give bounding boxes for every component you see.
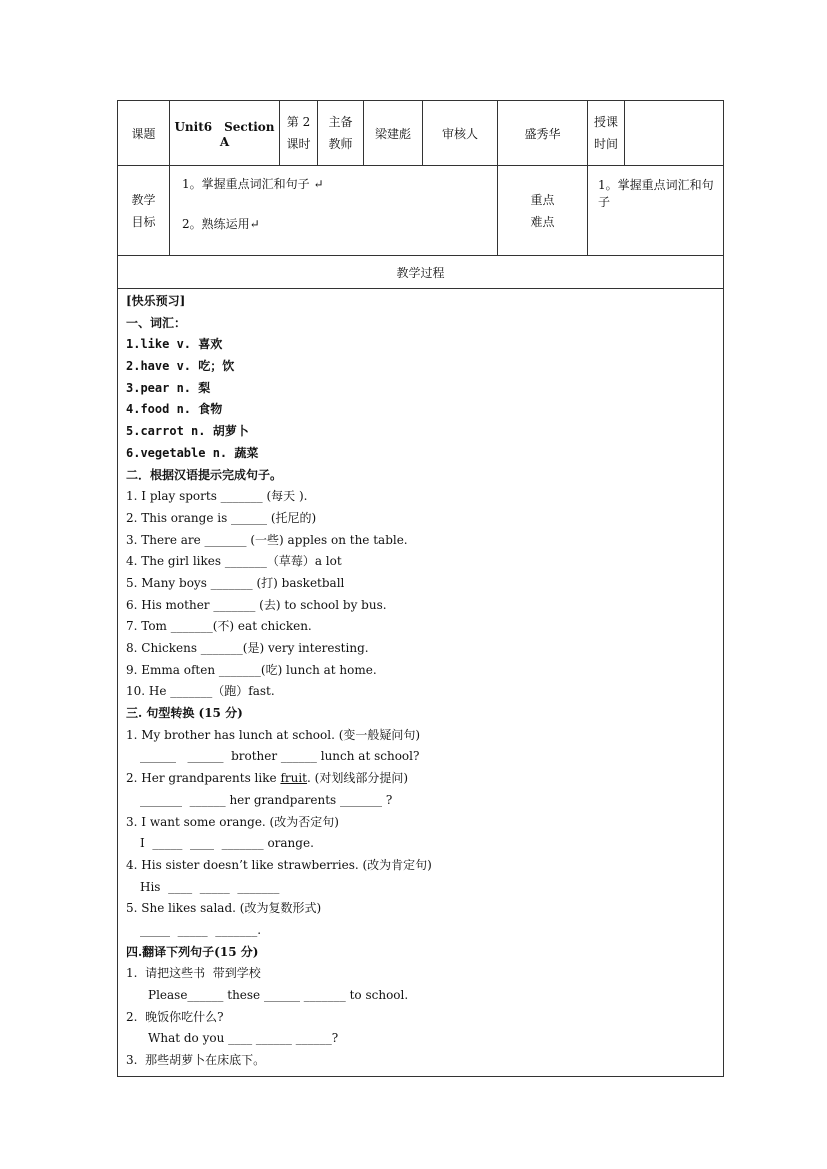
lesson-unit: 课时 — [286, 137, 311, 151]
translate-question: 2. 晚饭你吃什么? — [126, 1009, 224, 1024]
time-label-line2: 时间 — [593, 137, 618, 151]
lesson-plan-table — [117, 100, 724, 1077]
class-time-label-cell — [588, 101, 625, 166]
preview-title: [快乐预习] — [126, 294, 186, 308]
reviewer-label: 审核人 — [423, 101, 498, 166]
transform-question: 3. I want some orange. (改为否定句) — [126, 814, 339, 829]
goals-label-cell — [118, 166, 170, 256]
transform-question: 5. She likes salad. (改为复数形式) — [126, 901, 322, 916]
fill-blank-question: 3. There are _______ (一些) apples on the table. — [126, 532, 408, 547]
goals-label-line1: 教学 — [131, 192, 156, 207]
prep-label-line2: 教师 — [328, 137, 353, 151]
fill-blank-question: 4. The girl likes _______（草莓）a lot — [126, 554, 342, 569]
vocab-item: 2.have v. 吃；饮 — [126, 359, 235, 374]
topic-label: 课题 — [118, 101, 170, 166]
fill-blank-question: 9. Emma often _______(吃) lunch at home. — [126, 662, 377, 677]
transform-answer: I _____ ____ _______ orange. — [140, 836, 314, 851]
reviewer-name: 盛秀华 — [498, 101, 588, 166]
lesson-number-cell — [280, 101, 318, 166]
fill-blank-question: 7. Tom _______(不) eat chicken. — [126, 619, 312, 634]
prep-teacher-label-cell — [318, 101, 364, 166]
section3-title: 三. 句型转换 (15 分) — [126, 706, 243, 721]
goal-item: 1。掌握重点词汇和句子 ↵ — [182, 177, 324, 191]
process-title: 教学过程 — [118, 256, 724, 289]
transform-question — [126, 768, 715, 790]
transform-answer: ______ ______ brother ______ lunch at school? — [140, 749, 420, 764]
goals-list — [170, 166, 498, 256]
key-label-line1: 重点 — [530, 192, 555, 207]
fill-blank-question: 5. Many boys _______ (打) basketball — [126, 575, 345, 590]
vocab-item: 5.carrot n. 胡萝卜 — [126, 424, 249, 439]
fill-blank-question: 8. Chickens _______(是) very interesting. — [126, 641, 369, 655]
translate-answer: What do you ____ ______ ______? — [148, 1031, 339, 1046]
underlined-word: fruit — [280, 771, 308, 786]
time-label-line1: 授课 — [593, 115, 618, 129]
vocab-item: 6.vegetable n. 蔬菜 — [126, 445, 259, 460]
translate-question: 3. 那些胡萝卜在床底下。 — [126, 1053, 266, 1068]
lesson-number: 第 2 — [286, 115, 311, 129]
question-text: . (对划线部分提问) — [307, 771, 409, 786]
vocab-item: 1.like v. 喜欢 — [126, 337, 223, 352]
content-row — [118, 289, 724, 1077]
topic-value: Unit6 Section A — [170, 101, 280, 166]
question-text: 2. Her grandparents like — [126, 771, 281, 786]
goals-label-line2: 目标 — [131, 214, 156, 229]
class-time-value — [625, 101, 724, 166]
key-label-line2: 难点 — [530, 214, 555, 229]
process-title-row — [118, 256, 724, 289]
vocab-item: 4.food n. 食物 — [126, 402, 223, 417]
prep-label-line1: 主备 — [328, 115, 353, 129]
transform-answer: _____ _____ _______. — [140, 922, 262, 937]
vocab-title: 一、词汇： — [126, 315, 187, 330]
transform-answer: _______ ______ her grandparents _______ ? — [140, 792, 393, 807]
worksheet-content — [118, 289, 724, 1077]
fill-blank-question: 6. His mother _______ (去) to school by bus. — [126, 597, 387, 612]
transform-question: 1. My brother has lunch at school. (变一般疑问句) — [126, 727, 421, 742]
translate-answer: Please______ these ______ _______ to school. — [148, 988, 409, 1002]
transform-question: 4. His sister doesn’t like strawberries. (改为肯定句) — [126, 857, 432, 872]
translate-question: 1. 请把这些书 带到学校 — [126, 966, 261, 981]
prep-teacher-name: 梁建彪 — [364, 101, 423, 166]
transform-answer: His ____ _____ _______ — [140, 879, 280, 894]
fill-blank-question: 10. He _______（跑）fast. — [126, 684, 275, 699]
key-points-value: 1。掌握重点词汇和句子 — [588, 166, 724, 256]
vocab-item: 3.pear n. 梨 — [126, 380, 211, 395]
key-points-label-cell — [498, 166, 588, 256]
goals-row — [118, 166, 724, 256]
section2-title: 二．根据汉语提示完成句子。 — [126, 467, 283, 482]
goal-item: 2。熟练运用↵ — [182, 217, 260, 231]
header-row — [118, 101, 724, 166]
fill-blank-question: 1. I play sports _______ (每天 ). — [126, 489, 308, 504]
section4-title: 四.翻译下列句子(15 分) — [126, 944, 259, 959]
fill-blank-question: 2. This orange is ______ (托尼的) — [126, 510, 317, 525]
